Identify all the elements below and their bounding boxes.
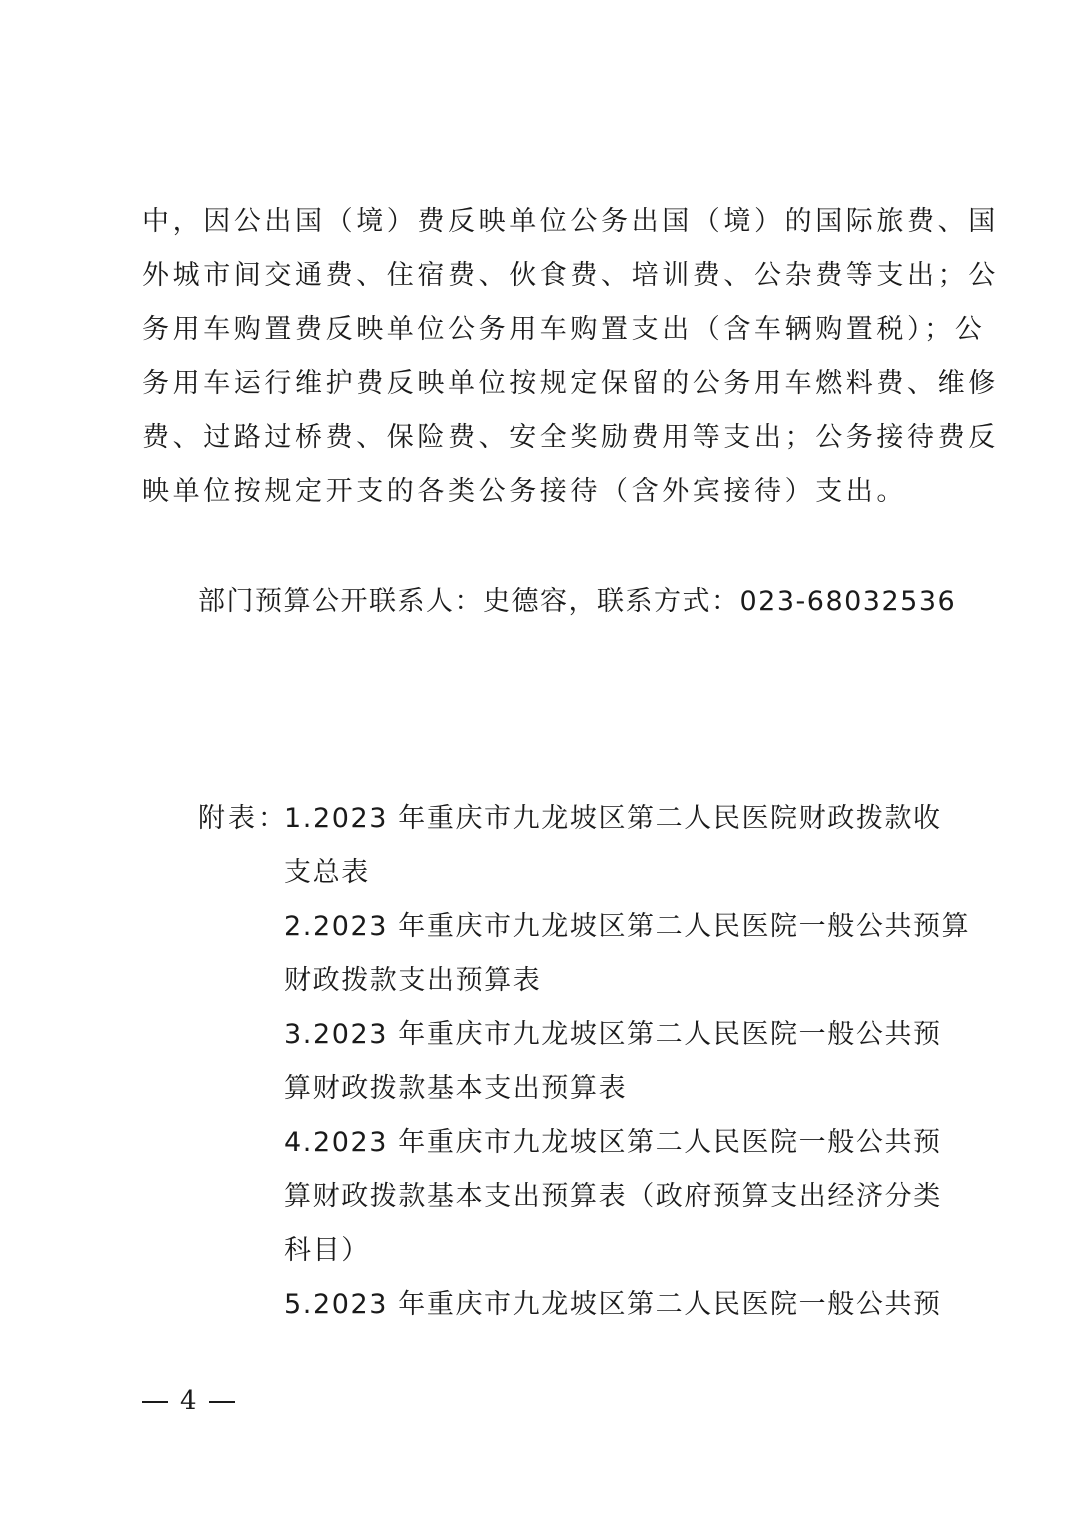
appendix-item xyxy=(284,900,971,1008)
appendix-items xyxy=(284,792,971,1332)
page-number xyxy=(142,1381,235,1421)
page-number-dash-right xyxy=(209,1401,235,1403)
appendix-item-line: 科目） xyxy=(284,1235,370,1266)
paragraph-line: 务用车购置费反映单位公务用车购置支出（含车辆购置税）；公 xyxy=(142,314,986,345)
contact-line: 部门预算公开联系人：史德容，联系方式：023-68032536 xyxy=(198,586,957,617)
paragraph-line: 外城市间交通费、住宿费、伙食费、培训费、公杂费等支出；公 xyxy=(142,260,999,291)
appendix-item-line: 算财政拨款基本支出预算表（政府预算支出经济分类 xyxy=(284,1181,942,1212)
paragraph-line: 中，因公出国（境）费反映单位公务出国（境）的国际旅费、国 xyxy=(142,206,999,237)
appendix-item-line: 2.2023 年重庆市九龙坡区第二人民医院一般公共预算 xyxy=(284,911,971,942)
appendix-item xyxy=(284,1278,944,1332)
body-paragraph xyxy=(142,195,999,519)
appendix-item xyxy=(284,1008,944,1116)
appendix-item-line: 5.2023 年重庆市九龙坡区第二人民医院一般公共预 xyxy=(284,1289,942,1320)
paragraph-line: 费、过路过桥费、保险费、安全奖励费用等支出；公务接待费反 xyxy=(142,422,999,453)
paragraph-line: 映单位按规定开支的各类公务接待（含外宾接待）支出。 xyxy=(142,476,907,507)
appendix-item xyxy=(284,792,944,900)
appendix-item-line: 支总表 xyxy=(284,857,370,888)
appendix-item-line: 1.2023 年重庆市九龙坡区第二人民医院财政拨款收 xyxy=(284,803,942,834)
page-number-dash-left xyxy=(142,1401,168,1403)
appendix-item xyxy=(284,1116,944,1278)
appendix-item-line: 财政拨款支出预算表 xyxy=(284,965,542,996)
appendix-item-line: 算财政拨款基本支出预算表 xyxy=(284,1073,628,1104)
appendix-label: 附表： xyxy=(198,803,288,834)
appendix-item-line: 4.2023 年重庆市九龙坡区第二人民医院一般公共预 xyxy=(284,1127,942,1158)
paragraph-line: 务用车运行维护费反映单位按规定保留的公务用车燃料费、维修 xyxy=(142,368,999,399)
appendix-item-line: 3.2023 年重庆市九龙坡区第二人民医院一般公共预 xyxy=(284,1019,942,1050)
page-number-value: 4 xyxy=(180,1386,197,1416)
